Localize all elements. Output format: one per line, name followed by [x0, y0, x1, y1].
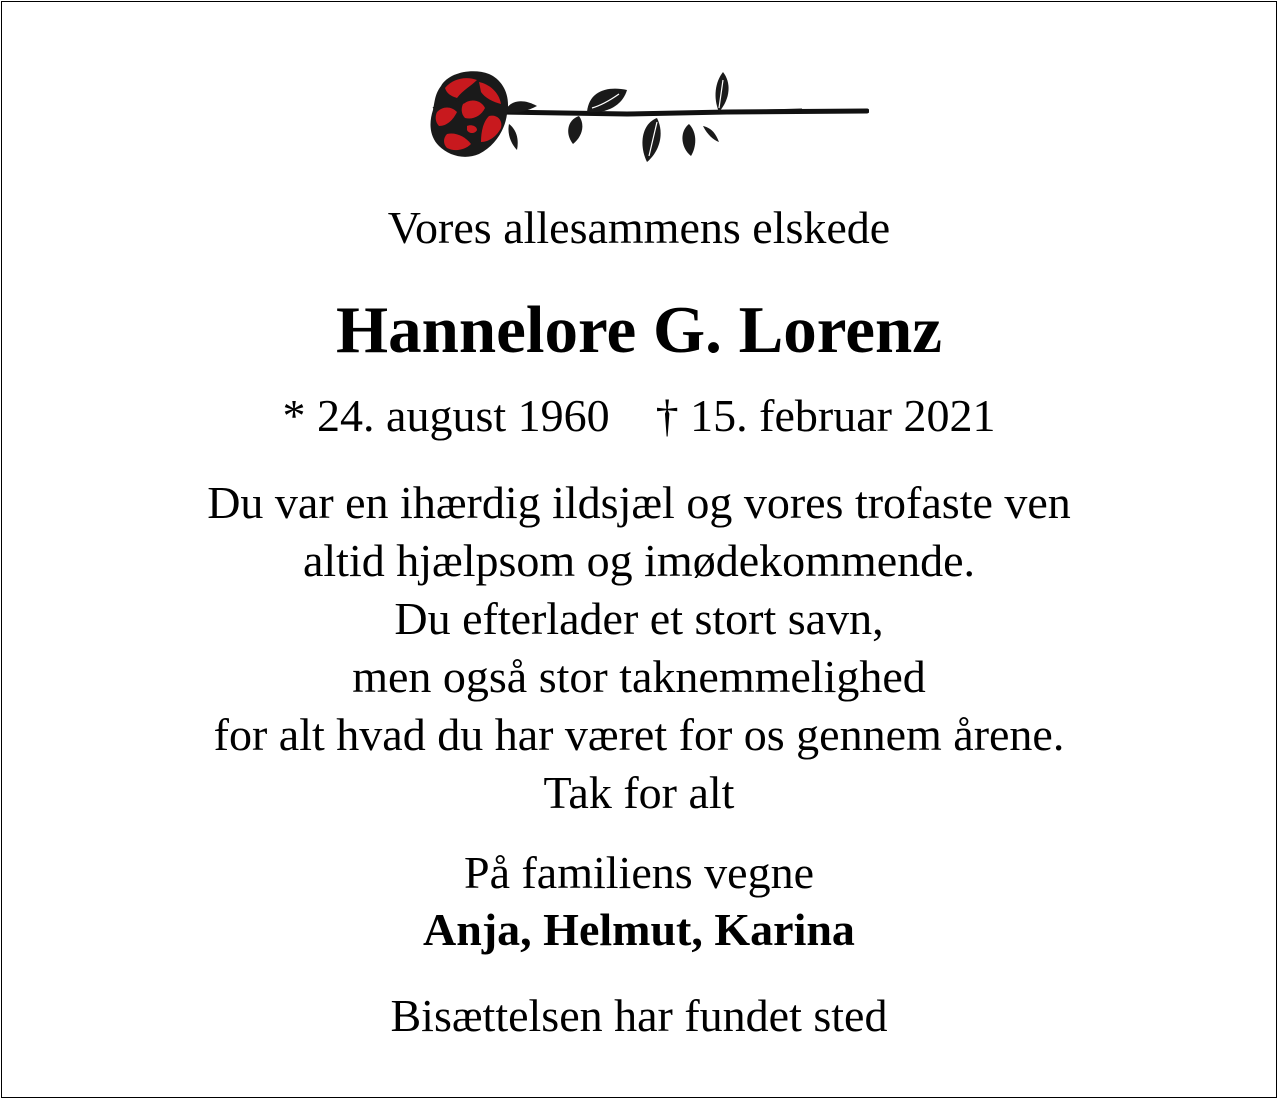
death-date: † 15. februar 2021 [655, 390, 996, 441]
on-behalf-text: På familiens vegne [463, 847, 814, 898]
verse-line: Du var en ihærdig ildsjæl og vores trofaste ven [207, 477, 1071, 528]
verse-line: Du efterlader et stort savn, [394, 593, 884, 644]
memorial-verse [2, 474, 1276, 822]
verse-line: for alt hvad du har været for os gennem årene. [213, 709, 1065, 760]
deceased-name: Hannelore G. Lorenz [335, 293, 943, 367]
closing-text: Bisættelsen har fundet sted [390, 990, 888, 1041]
signers: Anja, Helmut, Karina [423, 904, 855, 955]
verse-line: altid hjælpsom og imødekommende. [302, 535, 976, 586]
rose-icon [427, 68, 869, 166]
life-dates [2, 388, 1276, 444]
intro-text: Vores allesammens elskede [387, 202, 891, 253]
verse-line: men også stor taknemmelighed [352, 651, 926, 702]
obituary-notice [1, 1, 1277, 1098]
verse-line: Tak for alt [543, 767, 735, 818]
birth-date: * 24. august 1960 [282, 390, 610, 441]
